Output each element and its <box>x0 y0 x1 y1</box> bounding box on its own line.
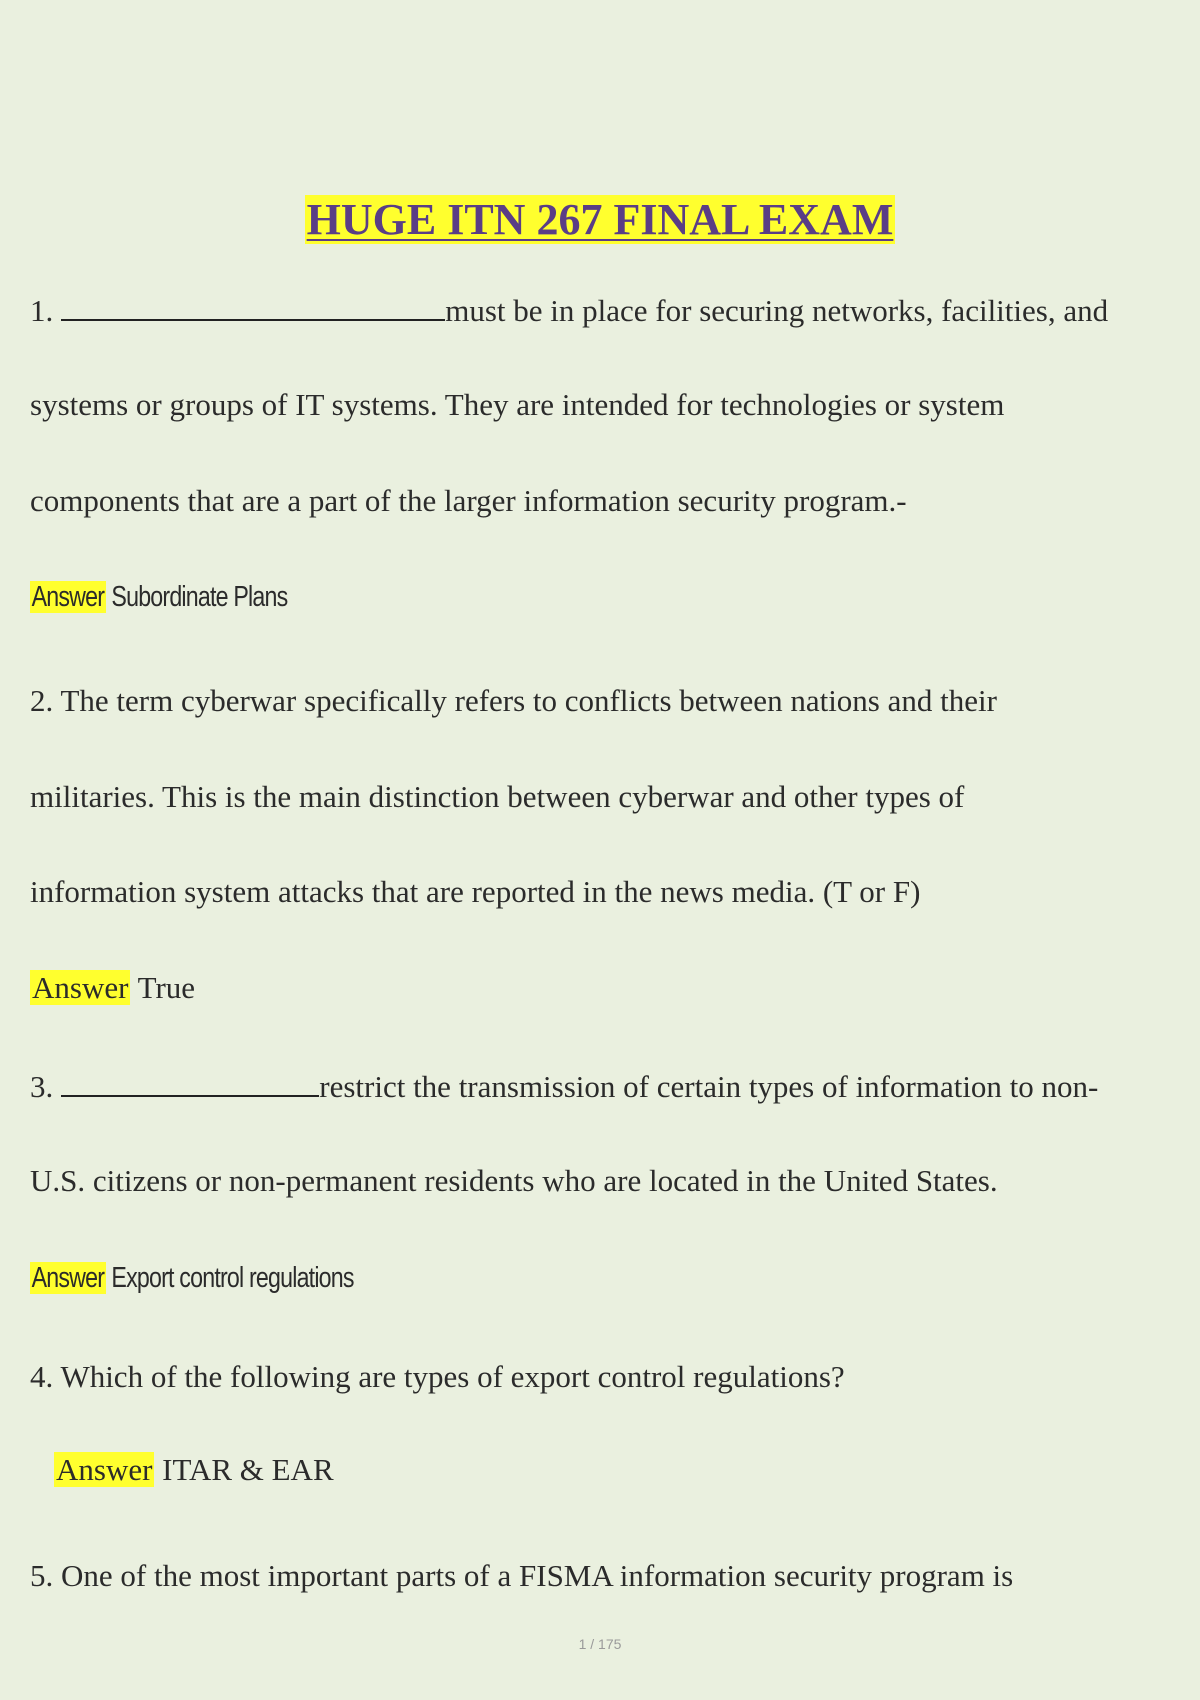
q1-line-3: components that are a part of the larger information security program.- <box>30 483 907 518</box>
q4-answer-text: ITAR & EAR <box>162 1452 334 1487</box>
title-text: HUGE ITN 267 FINAL EXAM <box>306 195 894 244</box>
q5-line-1: 5. One of the most important parts of a FISMA information security program is <box>30 1558 1014 1593</box>
q3-answer-wrap <box>30 1258 354 1298</box>
q1-blank <box>61 297 445 321</box>
q1-answer-text: Subordinate Plans <box>111 581 288 613</box>
q2-answer-label: Answer <box>32 970 129 1005</box>
q3-blank <box>61 1073 319 1097</box>
q2-line-3: information system attacks that are reported in the news media. (T or F) <box>30 874 921 909</box>
q1-answer-wrap <box>30 577 287 617</box>
q3-answer-text: Export control regulations <box>111 1262 354 1294</box>
q1-answer <box>30 576 352 617</box>
q1-answer-label: Answer <box>31 581 105 613</box>
q1-number: 1. <box>30 293 54 328</box>
q3-line-2: U.S. citizens or non-permanent residents who are located in the United States. <box>30 1163 998 1198</box>
q2-answer-text: True <box>137 970 196 1005</box>
q3-answer <box>30 1257 435 1298</box>
q3-line-1 <box>30 1067 1098 1107</box>
page-indicator: 1 / 175 <box>578 1636 622 1652</box>
q1-line-2: systems or groups of IT systems. They are intended for technologies or system <box>30 387 1005 422</box>
document-title <box>0 190 1200 250</box>
q4-answer-label: Answer <box>56 1452 153 1487</box>
q1-line-1 <box>30 291 1108 331</box>
q2-answer <box>30 968 195 1008</box>
q3-line-1-text: restrict the transmission of certain types of information to non- <box>319 1069 1099 1104</box>
q3-answer-label: Answer <box>31 1262 105 1294</box>
q1-line-1-text: must be in place for securing networks, facilities, and <box>445 293 1109 328</box>
q3-number: 3. <box>30 1069 54 1104</box>
q2-line-1: 2. The term cyberwar specifically refers to conflicts between nations and their <box>30 683 997 718</box>
q4-answer <box>54 1450 334 1490</box>
q2-line-2: militaries. This is the main distinction between cyberwar and other types of <box>30 779 965 814</box>
q4-line-1: 4. Which of the following are types of export control regulations? <box>30 1359 845 1394</box>
